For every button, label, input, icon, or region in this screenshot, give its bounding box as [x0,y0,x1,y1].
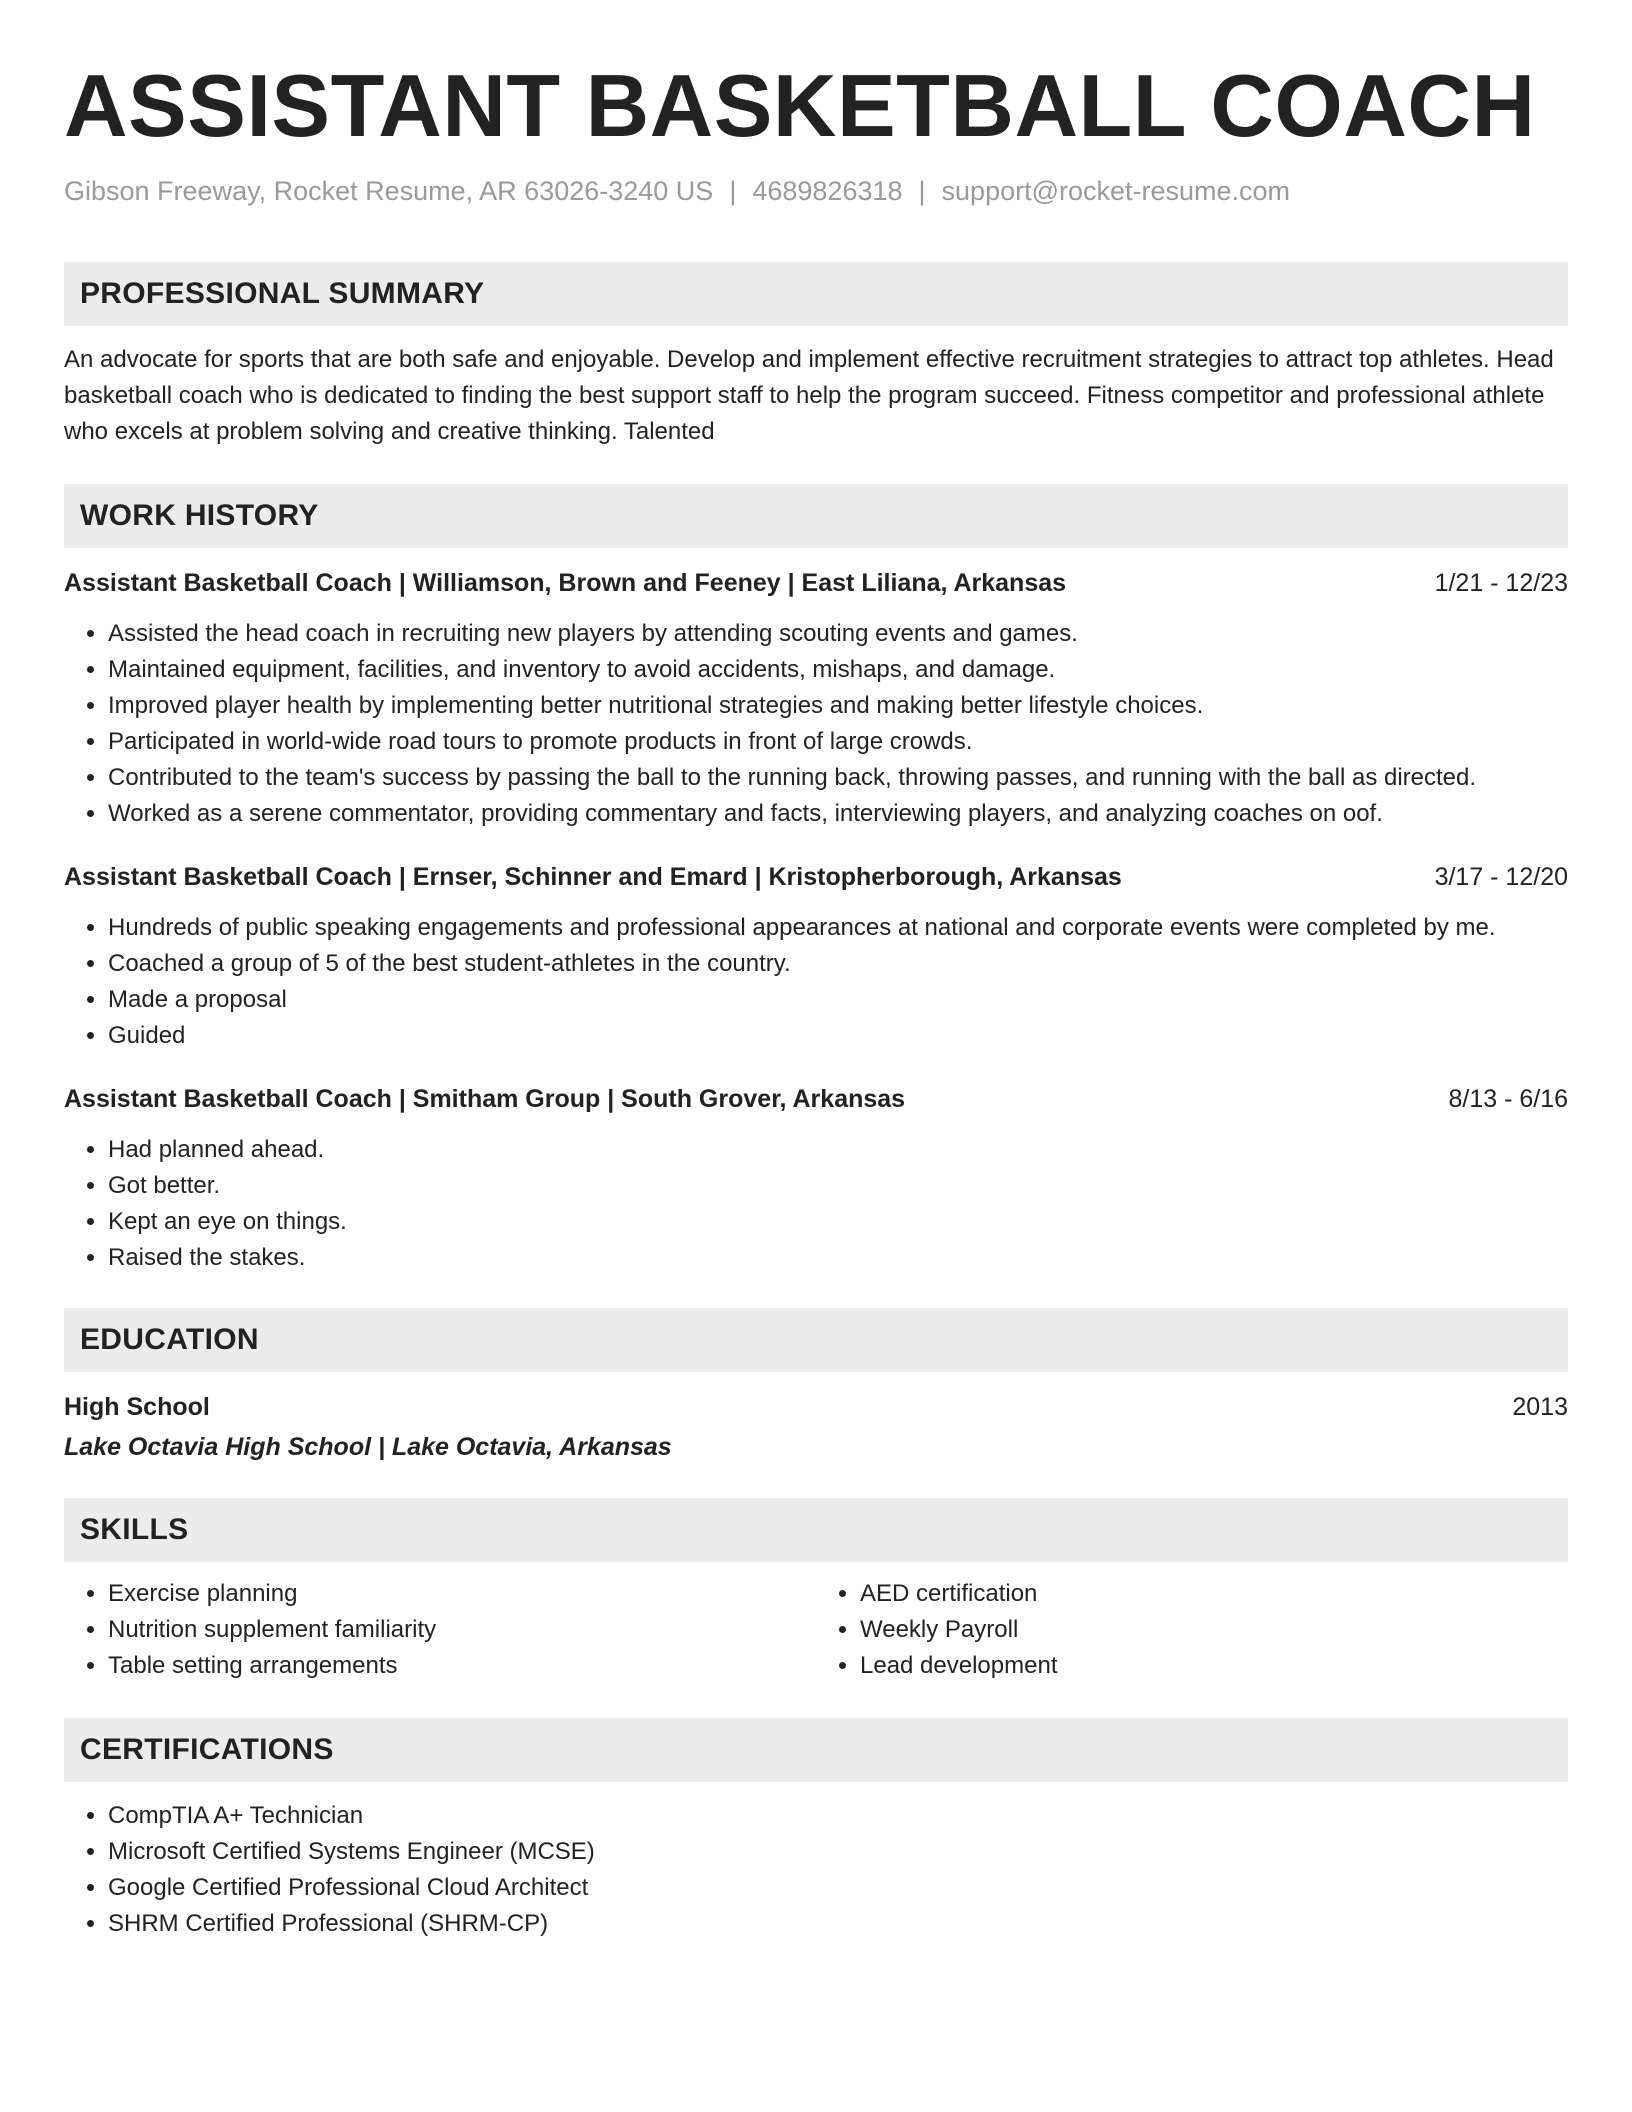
skills-column-right [816,1576,1568,1684]
section-heading-work-history: WORK HISTORY [64,484,1568,548]
list-item: • Weekly Payroll [860,1612,1568,1648]
job-dates: 8/13 - 6/16 [1448,1085,1568,1113]
job-header [64,1082,1568,1116]
contact-separator: | [729,176,737,206]
list-item: • Maintained equipment, facilities, and inventory to avoid accidents, mishaps, and damage. [108,652,1568,688]
job-bullets [64,1132,1568,1276]
certifications-list [64,1798,1568,1942]
list-item: • Participated in world-wide road tours to promote products in front of large crowds. [108,724,1568,760]
job-bullets [64,910,1568,1054]
section-heading-summary: PROFESSIONAL SUMMARY [64,262,1568,326]
list-item: • Hundreds of public speaking engagements and professional appearances at national and corporate events were completed by me. [108,910,1568,946]
summary-text: An advocate for sports that are both safe and enjoyable. Develop and implement effective recruitment strategies to attract top athletes. Head basketball coach who is dedicated to finding the best support staff to help the program succeed. Fitness competitor and professional athlete who excels at problem solving and creative thinking. Talented [64,346,1554,445]
list-item: • Table setting arrangements [108,1648,816,1684]
skills-column-left [64,1576,816,1684]
list-item: • SHRM Certified Professional (SHRM-CP) [108,1906,1568,1942]
job-header [64,566,1568,600]
section-heading-certifications: CERTIFICATIONS [64,1718,1568,1782]
education-school: Lake Octavia High School | Lake Octavia, Arkansas [64,1433,672,1461]
list-item: • Guided [108,1018,1568,1054]
list-item: • Raised the stakes. [108,1240,1568,1276]
list-item: • Lead development [860,1648,1568,1684]
list-item: • Assisted the head coach in recruiting new players by attending scouting events and games. [108,616,1568,652]
resume-name: ASSISTANT BASKETBALL COACH [64,56,1536,155]
contact-address: Gibson Freeway, Rocket Resume, AR 63026-3240 US [64,176,714,206]
list-item: • Nutrition supplement familiarity [108,1612,816,1648]
contact-line [64,174,1568,208]
list-item: • Coached a group of 5 of the best student-athletes in the country. [108,946,1568,982]
contact-separator: | [918,176,926,206]
list-item: • Made a proposal [108,982,1568,1018]
list-item: • Contributed to the team's success by passing the ball to the running back, throwing passes, and running with the ball as directed. [108,760,1568,796]
section-heading-education: EDUCATION [64,1308,1568,1372]
education-row [64,1390,1568,1424]
job-dates: 3/17 - 12/20 [1434,863,1568,891]
list-item: • Got better. [108,1168,1568,1204]
education-year: 2013 [1512,1393,1568,1421]
list-item: • Had planned ahead. [108,1132,1568,1168]
list-item: • Improved player health by implementing better nutritional strategies and making better lifestyle choices. [108,688,1568,724]
list-item: • CompTIA A+ Technician [108,1798,1568,1834]
job-title: Assistant Basketball Coach | Ernser, Schinner and Emard | Kristopherborough, Arkansas [64,863,1122,891]
job-dates: 1/21 - 12/23 [1434,569,1568,597]
skills-grid [64,1576,1568,1684]
job-header [64,860,1568,894]
list-item: • Microsoft Certified Systems Engineer (MCSE) [108,1834,1568,1870]
job-title: Assistant Basketball Coach | Smitham Group | South Grover, Arkansas [64,1085,906,1113]
job-bullets [64,616,1568,832]
list-item: • Exercise planning [108,1576,816,1612]
job-title: Assistant Basketball Coach | Williamson, Brown and Feeney | East Liliana, Arkansas [64,569,1067,597]
education-degree: High School [64,1393,210,1421]
contact-email: support@rocket-resume.com [941,176,1291,206]
section-heading-skills: SKILLS [64,1498,1568,1562]
list-item: • Worked as a serene commentator, providing commentary and facts, interviewing players, and analyzing coaches on oof. [108,796,1568,832]
list-item: • AED certification [860,1576,1568,1612]
contact-phone: 4689826318 [752,176,903,206]
list-item: • Google Certified Professional Cloud Architect [108,1870,1568,1906]
list-item: • Kept an eye on things. [108,1204,1568,1240]
